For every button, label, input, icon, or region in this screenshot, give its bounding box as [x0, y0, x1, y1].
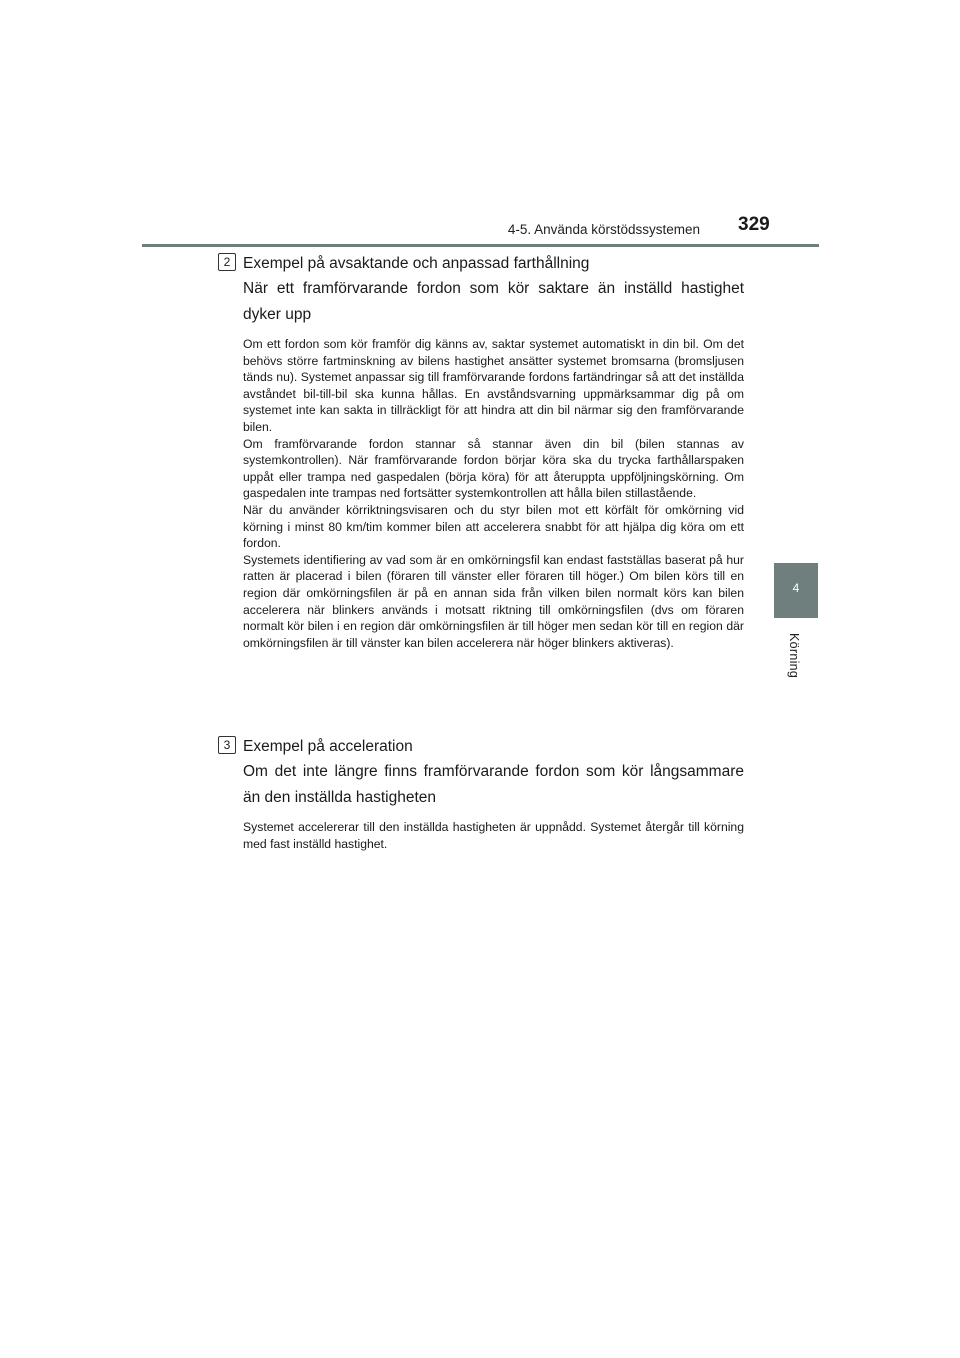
page-number: 329	[738, 214, 770, 235]
section-body: Systemet accelererar till den inställda hastigheten är uppnådd. Systemet återgår till körning med fast inställd hastighet.	[243, 820, 744, 851]
section-body: Om ett fordon som kör framför dig känns av, saktar systemet automatiskt in din bil. Om det behövs större fartminskning av bilens hastighet ansätter systemet bromsarna (bromsljusen tänds nu). Systemet anpassar sig till framförvarande fordons fartändringar så att det inställda avståndet bil-till-bil ska kunna hållas. En avståndsvarning uppmärksammar dig på om systemet inte kan sakta in tillräckligt för att hindra att din bil närmar sig den framförvarande bilen. Om framförvarande fordon stannar så stannar även din bil (bilen stannas av systemkontrollen). När framförvarande fordon börjar köra ska du trycka farthållarspaken uppåt eller trampa ned gaspedalen (börja köra) för att återuppta uppföljningskörning. Om gaspedalen inte trampas ned fortsätter systemkontrollen att hålla bilen stillastående. När du använder körriktningsvisaren och du styr bilen mot ett körfält för omkörning vid körning i minst 80 km/tim kommer bilen att accelerera snabbt för att hjälpa dig köra om ett fordon. Systemets identifiering av vad som är en omkörningsfil kan endast fastställas baserat på hur ratten är placerad i bilen (föraren till vänster eller föraren till höger.) Om bilen körs till en region där omkörningsfilen är på en annan sida från vilken bilen normalt körs kan bilen accelerera när blinkers används i motsatt riktning till omkörningsfilen (dvs om föraren normalt kör bilen i en region där omkörningsfilen är till höger men sedan kör till en region där omkörningsfilen är till vänster kan bilen accelerera när höger blinkers aktiveras).	[243, 337, 744, 650]
section-acceleration	[218, 736, 744, 852]
header-section-title: 4-5. Använda körstödssystemen	[507, 222, 700, 237]
chapter-label: Körning	[787, 633, 801, 679]
section-number-marker: 3	[218, 736, 236, 754]
section-subheading: Om det inte längre finns framförvarande fordon som kör långsammare än den inställda hastigheten	[243, 763, 744, 806]
section-deceleration	[218, 253, 744, 651]
section-heading: Exempel på avsaktande och anpassad farthållning	[243, 255, 590, 272]
chapter-number: 4	[792, 581, 800, 595]
section-subheading: När ett framförvarande fordon som kör saktare än inställd hastighet dyker upp	[243, 280, 744, 323]
section-heading: Exempel på acceleration	[243, 738, 413, 755]
header-divider	[142, 244, 819, 247]
chapter-tab	[774, 563, 818, 618]
section-number-marker: 2	[218, 253, 236, 271]
